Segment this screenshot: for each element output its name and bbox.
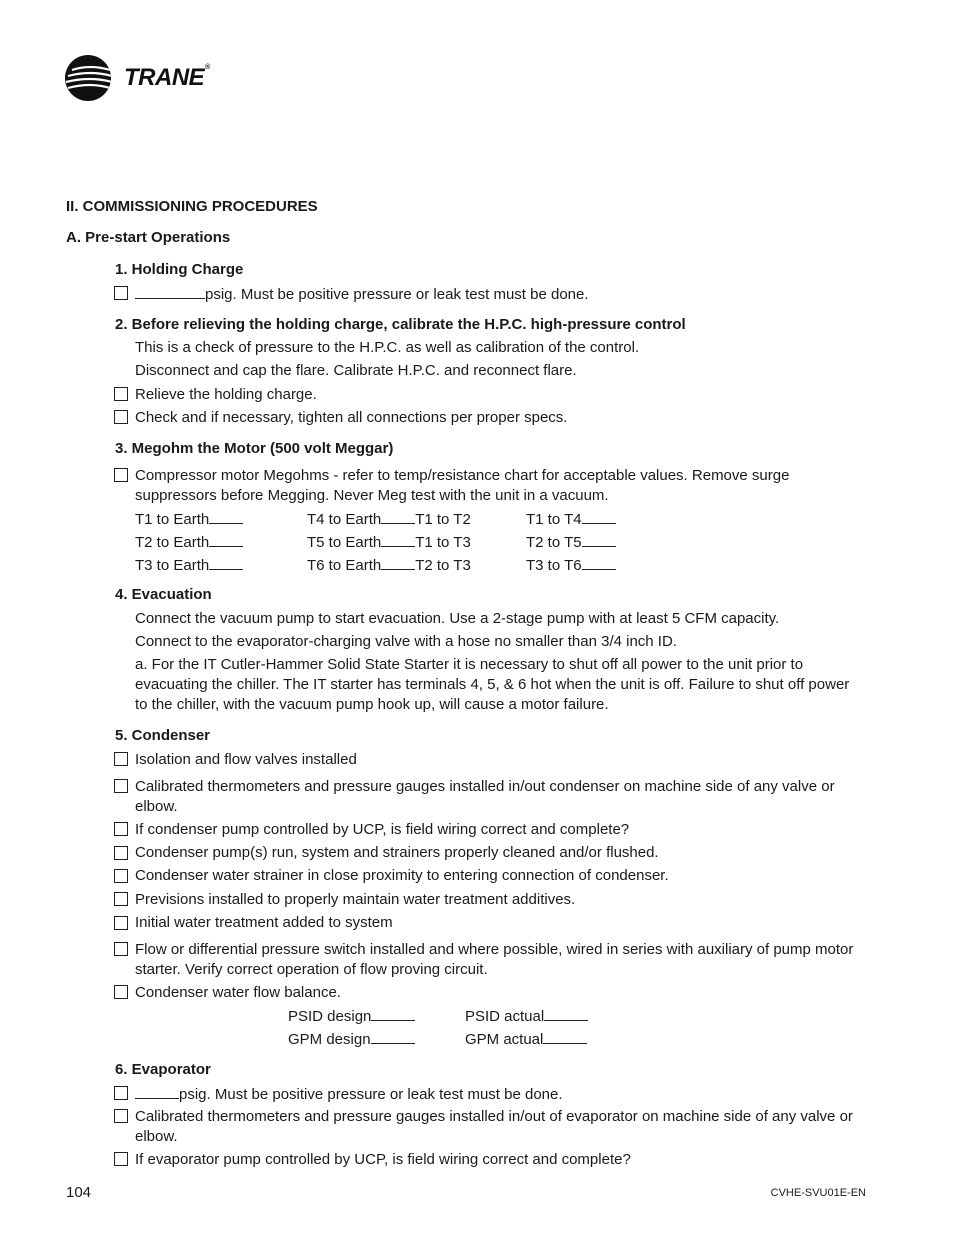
checkbox[interactable] [114, 869, 128, 883]
document-code: CVHE-SVU01E-EN [770, 1187, 866, 1199]
blank-field[interactable] [381, 509, 415, 524]
blank-field[interactable] [209, 509, 243, 524]
checkbox[interactable] [114, 286, 128, 300]
checkbox[interactable] [114, 892, 128, 906]
checklist-item: Initial water treatment added to system [135, 914, 393, 931]
reading-label: T5 to Earth T1 to T3 [307, 534, 471, 551]
checklist-item: Calibrated thermometers and pressure gauges installed in/out condenser on machine side of any valve or elbow. [135, 778, 835, 815]
reading-label: T1 to Earth [135, 509, 243, 530]
checkbox[interactable] [114, 846, 128, 860]
blank-field[interactable] [582, 555, 616, 570]
reading-label: T1 to T4 [526, 509, 616, 530]
reading-label: T4 to Earth T1 to T2 [307, 511, 471, 528]
paragraph: a. For the IT Cutler-Hammer Solid State Starter it is necessary to shut off all power to the unit prior to evacuating the chiller. The IT starter has terminals 4, 5, & 6 hot when the unit is off. Failure to shut off power to the chiller, with the vacuum pump hook up, will cause a motor failure. [135, 656, 850, 713]
checklist-item: Calibrated thermometers and pressure gauges installed in/out of evaporator on machine side of any valve or elbow. [135, 1108, 853, 1145]
checklist-item: If evaporator pump controlled by UCP, is field wiring correct and complete? [135, 1151, 631, 1168]
checklist-item: If condenser pump controlled by UCP, is field wiring correct and complete? [135, 821, 630, 838]
checklist-item: psig. Must be positive pressure or leak test must be done. [135, 284, 589, 305]
checkbox[interactable] [114, 985, 128, 999]
holding-charge-heading: 1. Holding Charge [115, 261, 244, 278]
checkbox[interactable] [114, 1086, 128, 1100]
blank-field[interactable] [582, 532, 616, 547]
blank-field[interactable] [381, 532, 415, 547]
checklist-item: Isolation and flow valves installed [135, 751, 357, 768]
checkbox[interactable] [114, 942, 128, 956]
blank-field[interactable] [135, 284, 205, 299]
reading-label: T3 to Earth [135, 555, 243, 576]
checklist-item: Condenser water flow balance. [135, 984, 341, 1001]
checkbox[interactable] [114, 916, 128, 930]
blank-field[interactable] [371, 1029, 415, 1044]
blank-field[interactable] [209, 555, 243, 570]
paragraph: Connect to the evaporator-charging valve with a hose no smaller than 3/4 inch ID. [135, 633, 677, 650]
blank-field[interactable] [209, 532, 243, 547]
checklist-item: Compressor motor Megohms - refer to temp/resistance chart for acceptable values. Remove surge suppressors before Megging. Never Meg test with the unit in a vacuum. [135, 467, 790, 504]
checkbox[interactable] [114, 752, 128, 766]
blank-field[interactable] [543, 1029, 587, 1044]
checklist-item: Previsions installed to properly maintain water treatment additives. [135, 891, 576, 908]
condenser-heading: 5. Condenser [115, 727, 211, 744]
blank-field[interactable] [544, 1006, 588, 1021]
checkbox[interactable] [114, 822, 128, 836]
blank-field[interactable] [582, 509, 616, 524]
blank-field[interactable] [135, 1084, 179, 1099]
evaporator-heading: 6. Evaporator [115, 1061, 211, 1078]
blank-field[interactable] [381, 555, 415, 570]
checklist-item: Check and if necessary, tighten all connections per proper specs. [135, 409, 568, 426]
checklist-item: psig. Must be positive pressure or leak test must be done. [135, 1084, 563, 1105]
checkbox[interactable] [114, 468, 128, 482]
checkbox[interactable] [114, 1152, 128, 1166]
hpc-heading: 2. Before relieving the holding charge, calibrate the H.P.C. high-pressure control [115, 316, 686, 333]
checkbox[interactable] [114, 387, 128, 401]
evacuation-heading: 4. Evacuation [115, 586, 212, 603]
checkbox[interactable] [114, 410, 128, 424]
psid-design-label: PSID design [288, 1006, 415, 1027]
checklist-item: Condenser pump(s) run, system and strainers properly cleaned and/or flushed. [135, 844, 659, 861]
reading-label: T6 to Earth T2 to T3 [307, 557, 471, 574]
checkbox[interactable] [114, 1109, 128, 1123]
gpm-actual-label: GPM actual [465, 1029, 587, 1050]
blank-field[interactable] [371, 1006, 415, 1021]
section-title: II. COMMISSIONING PROCEDURES [66, 198, 318, 215]
gpm-design-label: GPM design [288, 1029, 415, 1050]
checklist-item: Condenser water strainer in close proximity to entering connection of condenser. [135, 867, 669, 884]
paragraph: This is a check of pressure to the H.P.C. as well as calibration of the control. [135, 339, 640, 356]
subsection-title: A. Pre-start Operations [66, 229, 231, 246]
brand-wordmark: TRANE® [124, 64, 210, 91]
reading-label: T3 to T6 [526, 555, 616, 576]
reading-label: T2 to Earth [135, 532, 243, 553]
megohm-heading: 3. Megohm the Motor (500 volt Meggar) [115, 440, 394, 457]
psid-actual-label: PSID actual [465, 1006, 588, 1027]
page-number: 104 [66, 1184, 92, 1201]
paragraph: Connect the vacuum pump to start evacuation. Use a 2-stage pump with at least 5 CFM capacity. [135, 610, 780, 627]
trane-globe-icon [64, 54, 112, 102]
checkbox[interactable] [114, 779, 128, 793]
reading-label: T2 to T5 [526, 532, 616, 553]
checklist-item: Relieve the holding charge. [135, 386, 317, 403]
checklist-item: Flow or differential pressure switch installed and where possible, wired in series with auxiliary of pump motor starter. Verify correct operation of flow proving circuit. [135, 941, 854, 978]
paragraph: Disconnect and cap the flare. Calibrate H.P.C. and reconnect flare. [135, 362, 577, 379]
